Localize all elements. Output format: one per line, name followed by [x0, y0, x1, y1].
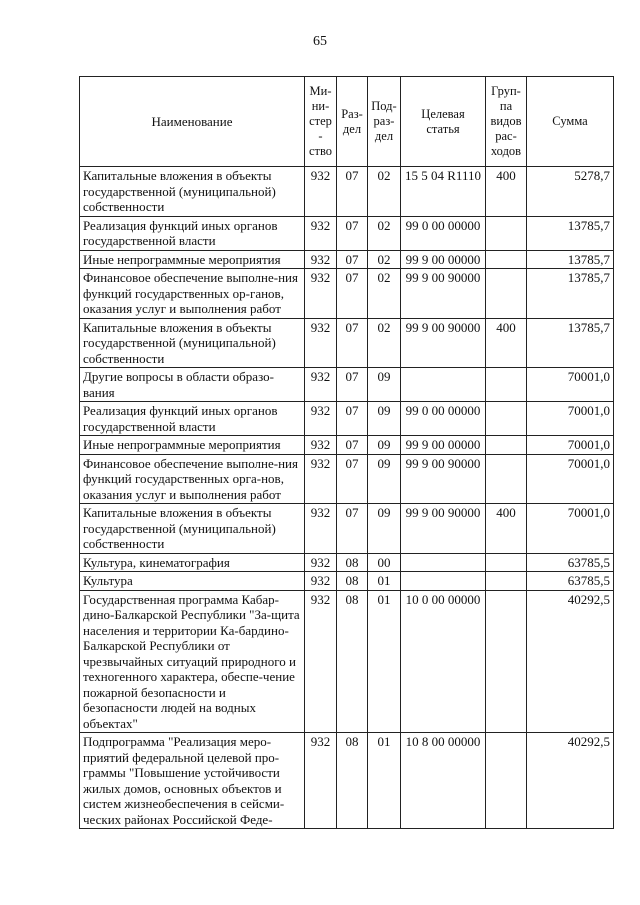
cell-section: 07	[337, 436, 368, 455]
cell-subsection: 01	[368, 590, 401, 733]
cell-target	[401, 572, 486, 591]
cell-name: Иные непрограммные мероприятия	[80, 436, 305, 455]
budget-table	[79, 76, 614, 829]
cell-ministry: 932	[305, 436, 337, 455]
cell-name: Капитальные вложения в объекты государственной (муниципальной) собственности	[80, 318, 305, 368]
cell-name: Реализация функций иных органов государственной власти	[80, 402, 305, 436]
cell-sum: 40292,5	[527, 590, 614, 733]
cell-subsection: 02	[368, 269, 401, 319]
cell-ministry: 932	[305, 454, 337, 504]
cell-sum: 40292,5	[527, 733, 614, 829]
cell-ministry: 932	[305, 318, 337, 368]
cell-name: Реализация функций иных органов государственной власти	[80, 216, 305, 250]
cell-ministry: 932	[305, 216, 337, 250]
cell-name: Капитальные вложения в объекты государственной (муниципальной) собственности	[80, 504, 305, 554]
cell-target: 99 9 00 00000	[401, 436, 486, 455]
cell-name: Другие вопросы в области образо-вания	[80, 368, 305, 402]
cell-ministry: 932	[305, 572, 337, 591]
cell-subsection: 01	[368, 733, 401, 829]
cell-sum: 70001,0	[527, 504, 614, 554]
table-row	[80, 318, 614, 368]
header-group-text: Груп- па видов рас- ходов	[490, 84, 522, 158]
table-row	[80, 402, 614, 436]
cell-sum: 70001,0	[527, 368, 614, 402]
cell-subsection: 09	[368, 504, 401, 554]
table-row	[80, 454, 614, 504]
cell-target: 99 9 00 90000	[401, 269, 486, 319]
cell-group: 400	[486, 167, 527, 217]
header-ministry	[305, 77, 337, 167]
cell-section: 07	[337, 216, 368, 250]
table-row	[80, 590, 614, 733]
cell-section: 07	[337, 318, 368, 368]
cell-ministry: 932	[305, 553, 337, 572]
cell-subsection: 02	[368, 250, 401, 269]
cell-name: Финансовое обеспечение выполне-ния функций государственных орга-нов, оказания услуг и выполнения работ	[80, 454, 305, 504]
cell-sum: 70001,0	[527, 402, 614, 436]
cell-section: 08	[337, 553, 368, 572]
cell-subsection: 09	[368, 368, 401, 402]
cell-sum: 13785,7	[527, 250, 614, 269]
cell-group	[486, 368, 527, 402]
cell-section: 07	[337, 167, 368, 217]
cell-ministry: 932	[305, 250, 337, 269]
cell-target: 99 9 00 90000	[401, 454, 486, 504]
table-row	[80, 572, 614, 591]
cell-subsection: 09	[368, 454, 401, 504]
cell-group	[486, 250, 527, 269]
cell-name: Подпрограмма "Реализация меро-приятий федеральной целевой про-граммы "Повышение устойчивости жилых домов, основных объектов и систем жизнеобеспечения в сейсми-ческих районах Российской Феде-	[80, 733, 305, 829]
cell-subsection: 02	[368, 216, 401, 250]
header-section-text: Раз- дел	[341, 106, 363, 136]
cell-target: 10 0 00 00000	[401, 590, 486, 733]
cell-subsection: 02	[368, 318, 401, 368]
cell-section: 07	[337, 368, 368, 402]
cell-ministry: 932	[305, 269, 337, 319]
cell-name: Государственная программа Кабар-дино-Балкарской Республики "За-щита населения и территории Ка-бардино-Балкарской Республики от чрезвычайных ситуаций природного и техногенного характера, обеспе-чение пожарной безопасности и безопасности людей на водных объектах"	[80, 590, 305, 733]
cell-group	[486, 553, 527, 572]
cell-group	[486, 572, 527, 591]
cell-group	[486, 436, 527, 455]
cell-target: 99 9 00 00000	[401, 250, 486, 269]
table-header-row	[80, 77, 614, 167]
cell-group	[486, 590, 527, 733]
header-section	[337, 77, 368, 167]
cell-ministry: 932	[305, 733, 337, 829]
cell-sum: 13785,7	[527, 269, 614, 319]
page-number: 65	[313, 34, 327, 49]
cell-section: 08	[337, 572, 368, 591]
cell-group	[486, 402, 527, 436]
cell-group: 400	[486, 504, 527, 554]
cell-sum: 70001,0	[527, 436, 614, 455]
cell-target: 99 9 00 90000	[401, 504, 486, 554]
header-group	[486, 77, 527, 167]
cell-subsection: 09	[368, 402, 401, 436]
cell-name: Капитальные вложения в объекты государственной (муниципальной) собственности	[80, 167, 305, 217]
cell-section: 07	[337, 402, 368, 436]
cell-subsection: 00	[368, 553, 401, 572]
cell-section: 08	[337, 733, 368, 829]
cell-sum: 13785,7	[527, 318, 614, 368]
header-sum: Сумма	[527, 77, 614, 167]
cell-target: 10 8 00 00000	[401, 733, 486, 829]
cell-sum: 63785,5	[527, 572, 614, 591]
cell-section: 07	[337, 269, 368, 319]
cell-section: 07	[337, 504, 368, 554]
cell-ministry: 932	[305, 402, 337, 436]
cell-name: Культура, кинематография	[80, 553, 305, 572]
table-body	[80, 167, 614, 829]
cell-target: 99 0 00 00000	[401, 402, 486, 436]
cell-target	[401, 368, 486, 402]
table-row	[80, 436, 614, 455]
table-row	[80, 167, 614, 217]
cell-group	[486, 269, 527, 319]
header-name: Наименование	[80, 77, 305, 167]
cell-group	[486, 733, 527, 829]
header-target-text: Целевая статья	[421, 106, 465, 136]
cell-group: 400	[486, 318, 527, 368]
cell-target	[401, 553, 486, 572]
cell-target: 99 0 00 00000	[401, 216, 486, 250]
cell-sum: 5278,7	[527, 167, 614, 217]
cell-subsection: 01	[368, 572, 401, 591]
cell-target: 15 5 04 R1110	[401, 167, 486, 217]
cell-subsection: 09	[368, 436, 401, 455]
cell-section: 07	[337, 454, 368, 504]
header-subsection-text: Под- раз- дел	[371, 99, 397, 143]
table-row	[80, 504, 614, 554]
header-subsection	[368, 77, 401, 167]
cell-subsection: 02	[368, 167, 401, 217]
cell-sum: 13785,7	[527, 216, 614, 250]
table-row	[80, 250, 614, 269]
cell-ministry: 932	[305, 368, 337, 402]
table-row	[80, 553, 614, 572]
cell-section: 07	[337, 250, 368, 269]
table-row	[80, 733, 614, 829]
cell-name: Финансовое обеспечение выполне-ния функций государственных ор-ганов, оказания услуг и выполнения работ	[80, 269, 305, 319]
cell-group	[486, 216, 527, 250]
table-row	[80, 368, 614, 402]
cell-target: 99 9 00 90000	[401, 318, 486, 368]
header-target	[401, 77, 486, 167]
cell-group	[486, 454, 527, 504]
table-row	[80, 269, 614, 319]
cell-name: Иные непрограммные мероприятия	[80, 250, 305, 269]
cell-sum: 63785,5	[527, 553, 614, 572]
table-row	[80, 216, 614, 250]
cell-ministry: 932	[305, 167, 337, 217]
cell-ministry: 932	[305, 504, 337, 554]
cell-name: Культура	[80, 572, 305, 591]
cell-sum: 70001,0	[527, 454, 614, 504]
cell-section: 08	[337, 590, 368, 733]
cell-ministry: 932	[305, 590, 337, 733]
header-ministry-text: Ми- ни- стер- ство	[308, 84, 333, 158]
